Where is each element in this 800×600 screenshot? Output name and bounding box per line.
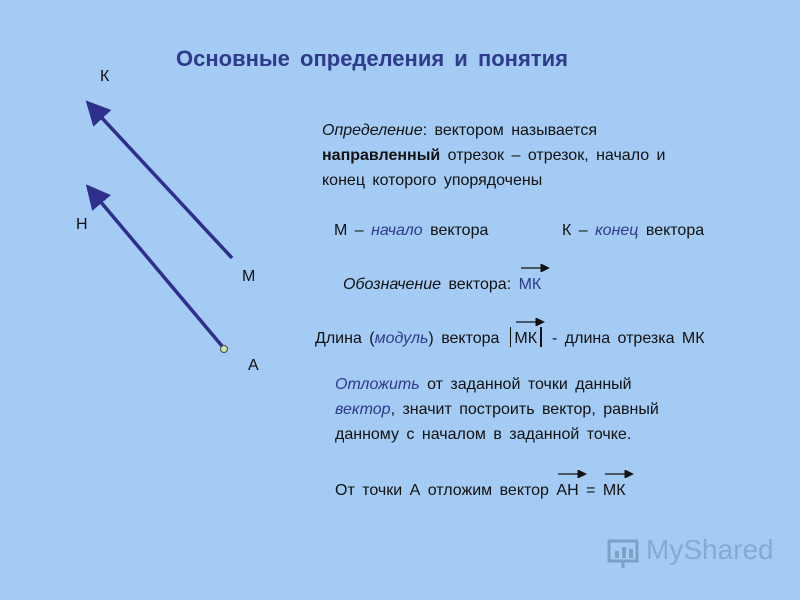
start-after: вектора — [422, 222, 489, 239]
lay-off-line1: от заданной точки данный — [419, 376, 632, 393]
end-word: конец — [595, 222, 639, 239]
lay-off-block — [335, 372, 659, 447]
vector-arrow-icon — [516, 318, 546, 326]
example-vector-mk: МК — [602, 482, 626, 499]
notation-vector: МК — [518, 276, 542, 293]
definition-block — [322, 118, 666, 193]
vector-ah — [89, 188, 222, 346]
definition-line2: отрезок – отрезок, начало и — [440, 147, 666, 164]
lay-off-word2: вектор — [335, 401, 391, 418]
notation-label: Обозначение — [343, 276, 442, 293]
definition-label: Определение — [322, 122, 423, 139]
notation-line — [343, 272, 541, 297]
example-vector-ah: АН — [556, 482, 579, 499]
presentation-icon — [606, 538, 642, 570]
start-word: начало — [371, 222, 423, 239]
example-pre: От точки А отложим вектор — [335, 482, 557, 499]
end-line — [562, 218, 704, 243]
vector-mk — [89, 104, 232, 258]
length-pre: Длина ( — [315, 330, 375, 347]
page-title: Основные определения и понятия — [176, 46, 568, 71]
point-h-label: Н — [76, 216, 88, 233]
point-k-label: К — [100, 68, 110, 85]
end-point-k: К – — [562, 222, 596, 239]
length-post: - длина отрезка МК — [544, 330, 705, 347]
start-point-m: М – — [334, 222, 372, 239]
point-m-label: М — [242, 268, 256, 285]
definition-bold-word: направленный — [322, 147, 441, 164]
vector-arrow-icon — [521, 264, 551, 272]
length-mid: ) вектора — [428, 330, 507, 347]
definition-line3: конец которого упорядочены — [322, 172, 543, 189]
abs-bar-left — [510, 327, 512, 347]
example-eq: = — [578, 482, 603, 499]
end-after: вектора — [638, 222, 705, 239]
length-modul: модуль — [374, 330, 429, 347]
vector-arrow-icon — [605, 470, 635, 478]
length-vector: МК — [514, 330, 538, 347]
vector-arrow-icon — [558, 470, 588, 478]
lay-off-line2: , значит построить вектор, равный — [390, 401, 659, 418]
start-end-line — [334, 218, 488, 243]
notation-rest: вектора: — [441, 276, 519, 293]
definition-line1: : вектором называется — [422, 122, 597, 139]
lay-off-line3: данному с началом в заданной точке. — [335, 426, 632, 443]
point-a-label: А — [248, 357, 259, 374]
abs-bar-right — [540, 327, 542, 347]
length-line — [315, 326, 705, 351]
point-a-marker — [221, 346, 228, 353]
lay-off-word1: Отложить — [335, 376, 420, 393]
watermark: MyShared — [646, 534, 774, 565]
example-line — [335, 478, 626, 503]
